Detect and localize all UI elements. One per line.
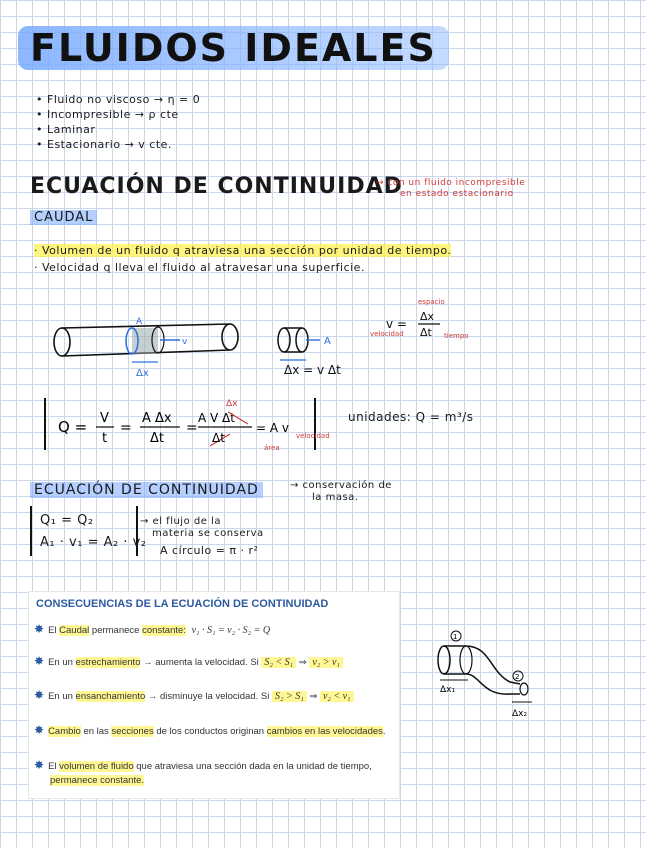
mass-note-line2: la masa. <box>312 492 359 503</box>
narrowing-pipe-diagram <box>420 626 550 726</box>
property-item: • Laminar <box>36 122 200 137</box>
v-eq-den: Δt <box>420 326 432 339</box>
math-expression: v₁ · S₁ = v₂ · S₂ = Q <box>191 625 271 636</box>
formula-t: t <box>102 431 108 446</box>
pipe-section-1: 1 <box>453 633 458 641</box>
continuity-heading: ECUACIÓN DE CONTINUIDAD <box>30 174 403 199</box>
units-text: unidades: Q = m³/s <box>348 410 474 424</box>
star-icon: ✸ <box>34 654 45 668</box>
caudal-line2: · Velocidad q lleva el fluido al atravesar una superficie. <box>34 261 365 274</box>
formula-ax: A Δx <box>142 411 172 426</box>
star-icon: ✸ <box>34 758 45 772</box>
flux-note-line1: → el flujo de la <box>140 516 221 527</box>
pipe-section-2: 2 <box>515 673 520 681</box>
caudal-heading: CAUDAL <box>30 210 97 225</box>
formula-dt: Δt <box>150 431 164 446</box>
star-icon: ✸ <box>34 688 45 702</box>
formula-av: = A v <box>256 421 289 435</box>
flux-note-line2: materia se conserva <box>152 528 264 539</box>
consequence-item: ✸ El Caudal permanece constante: v₁ · S₁ = v₂ · S₂ = Q <box>34 622 273 636</box>
continuity-note-line1: → con un fluido incompresible <box>376 178 526 188</box>
continuity-note-line2: en estado estacionario <box>400 189 514 199</box>
v-eq-num: Δx <box>420 310 435 323</box>
mass-note-line1: → conservación de <box>290 480 392 491</box>
math-expression: S₂ < S₁ <box>261 657 296 668</box>
mass-conservation-note <box>290 480 392 504</box>
diagram-a-label: A <box>136 317 143 327</box>
diagram-v-label: v <box>182 337 188 347</box>
consequences-title: CONSECUENCIAS DE LA ECUACIÓN DE CONTINUIDAD <box>36 598 329 610</box>
consequence-item: ✸ El volumen de fluido que atraviesa una sección dada en la unidad de tiempo, permanece constante. <box>34 758 372 786</box>
formula-v: V <box>100 411 109 426</box>
diagram-dx-label: Δx <box>136 368 149 379</box>
equation-q: Q₁ = Q₂ <box>40 513 94 528</box>
dx-eq-label: Δx = v Δt <box>284 363 341 377</box>
formula-avdt: A V Δt <box>198 411 235 425</box>
math-expression: v₂ < v₁ <box>320 691 354 702</box>
continuity-note <box>376 178 525 200</box>
formula-area-label: área <box>264 444 280 452</box>
consequence-item: ✸ En un ensanchamiento → disminuye la velocidad. Si S₂ > S₁ ⇒ v₂ < v₁ <box>34 688 354 702</box>
star-icon: ✸ <box>34 723 45 737</box>
math-expression: v₂ > v₁ <box>309 657 343 668</box>
tiempo-label: tiempo <box>444 332 469 340</box>
page-title: FLUIDOS IDEALES <box>18 26 449 70</box>
flux-note <box>140 516 264 540</box>
equation-av: A₁ · v₁ = A₂ · v₂ <box>40 535 147 550</box>
consequence-item: ✸ Cambio en las secciones de los conductos originan cambios en las velocidades. <box>34 723 386 737</box>
flow-diagram <box>40 290 520 390</box>
caudal-line1: · Volumen de un fluido q atraviesa una sección por unidad de tiempo. <box>34 244 452 257</box>
properties-list <box>36 92 200 152</box>
star-icon: ✸ <box>34 622 45 636</box>
formula-dt2: Δt <box>212 431 225 445</box>
continuity-equations <box>40 510 146 554</box>
formula-velocidad-label: velocidad <box>296 432 330 440</box>
property-item: • Estacionario → v cte. <box>36 137 200 152</box>
svg-text:=: = <box>120 420 132 436</box>
caudal-definitions <box>34 242 451 276</box>
caudal-formula <box>48 394 348 458</box>
v-eq-left: v = <box>386 317 407 331</box>
cylinder-a-label: A <box>324 336 331 347</box>
espacio-label: espacio <box>418 298 445 306</box>
property-item: • Incompresible → ρ cte <box>36 107 200 122</box>
property-item: • Fluido no viscoso → η = 0 <box>36 92 200 107</box>
continuity-heading-2: ECUACIÓN DE CONTINUIDAD <box>30 482 263 498</box>
circle-area: A círculo = π · r² <box>160 544 259 557</box>
svg-text:=: = <box>186 420 198 436</box>
velocidad-label: velocidad <box>370 330 404 338</box>
formula-dx-small: Δx <box>226 399 238 409</box>
math-expression: S₂ > S₁ <box>272 691 307 702</box>
pipe-dx2: Δx₂ <box>512 709 528 719</box>
consequence-item: ✸ En un estrechamiento → aumenta la velocidad. Si S₂ < S₁ ⇒ v₂ > v₁ <box>34 654 343 668</box>
pipe-dx1: Δx₁ <box>440 685 456 695</box>
formula-q: Q = <box>58 418 88 436</box>
